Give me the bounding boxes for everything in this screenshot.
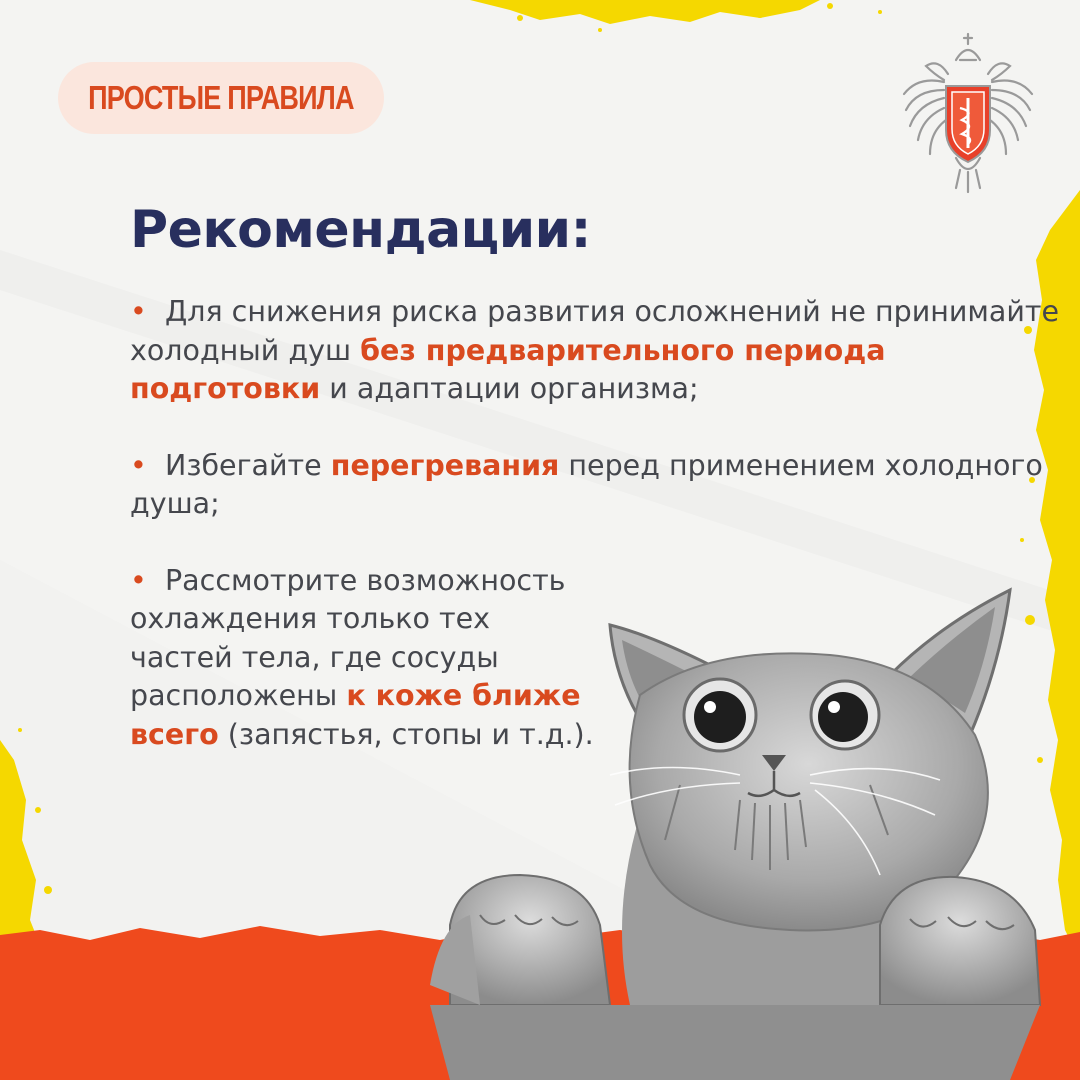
section-badge-label: ПРОСТЫЕ ПРАВИЛА <box>88 79 354 116</box>
item-text-before: Рассмотрите возможность охлаждения только тех частей тела, где сосуды расположены <box>130 563 566 712</box>
wet-cat-illustration <box>410 585 1060 1080</box>
item-highlight: перегревания <box>330 448 560 482</box>
item-text-after: (запястья, стопы и т.д.). <box>218 717 594 751</box>
item-text-before: Избегайте <box>165 448 331 482</box>
item-highlight: к коже ближе всего <box>130 679 581 751</box>
item-highlight: без предварительного периода подготовки <box>130 333 886 405</box>
list-item <box>130 293 1080 409</box>
item-text-before: Для снижения риска развития осложнений не принимайте холодный душ <box>130 295 1060 367</box>
list-item <box>130 447 1080 524</box>
page-title: Рекомендации: <box>130 200 591 260</box>
bullet-icon: • <box>130 295 147 328</box>
bullet-icon: • <box>130 448 147 482</box>
ministry-of-health-emblem-icon <box>898 30 1038 195</box>
right-paw <box>880 877 1040 1005</box>
bullet-icon: • <box>130 563 147 597</box>
item-text-after: перед применением холодного душа; <box>130 448 1043 520</box>
section-badge <box>58 62 384 134</box>
item-text-after: и адаптации организма; <box>320 372 699 405</box>
